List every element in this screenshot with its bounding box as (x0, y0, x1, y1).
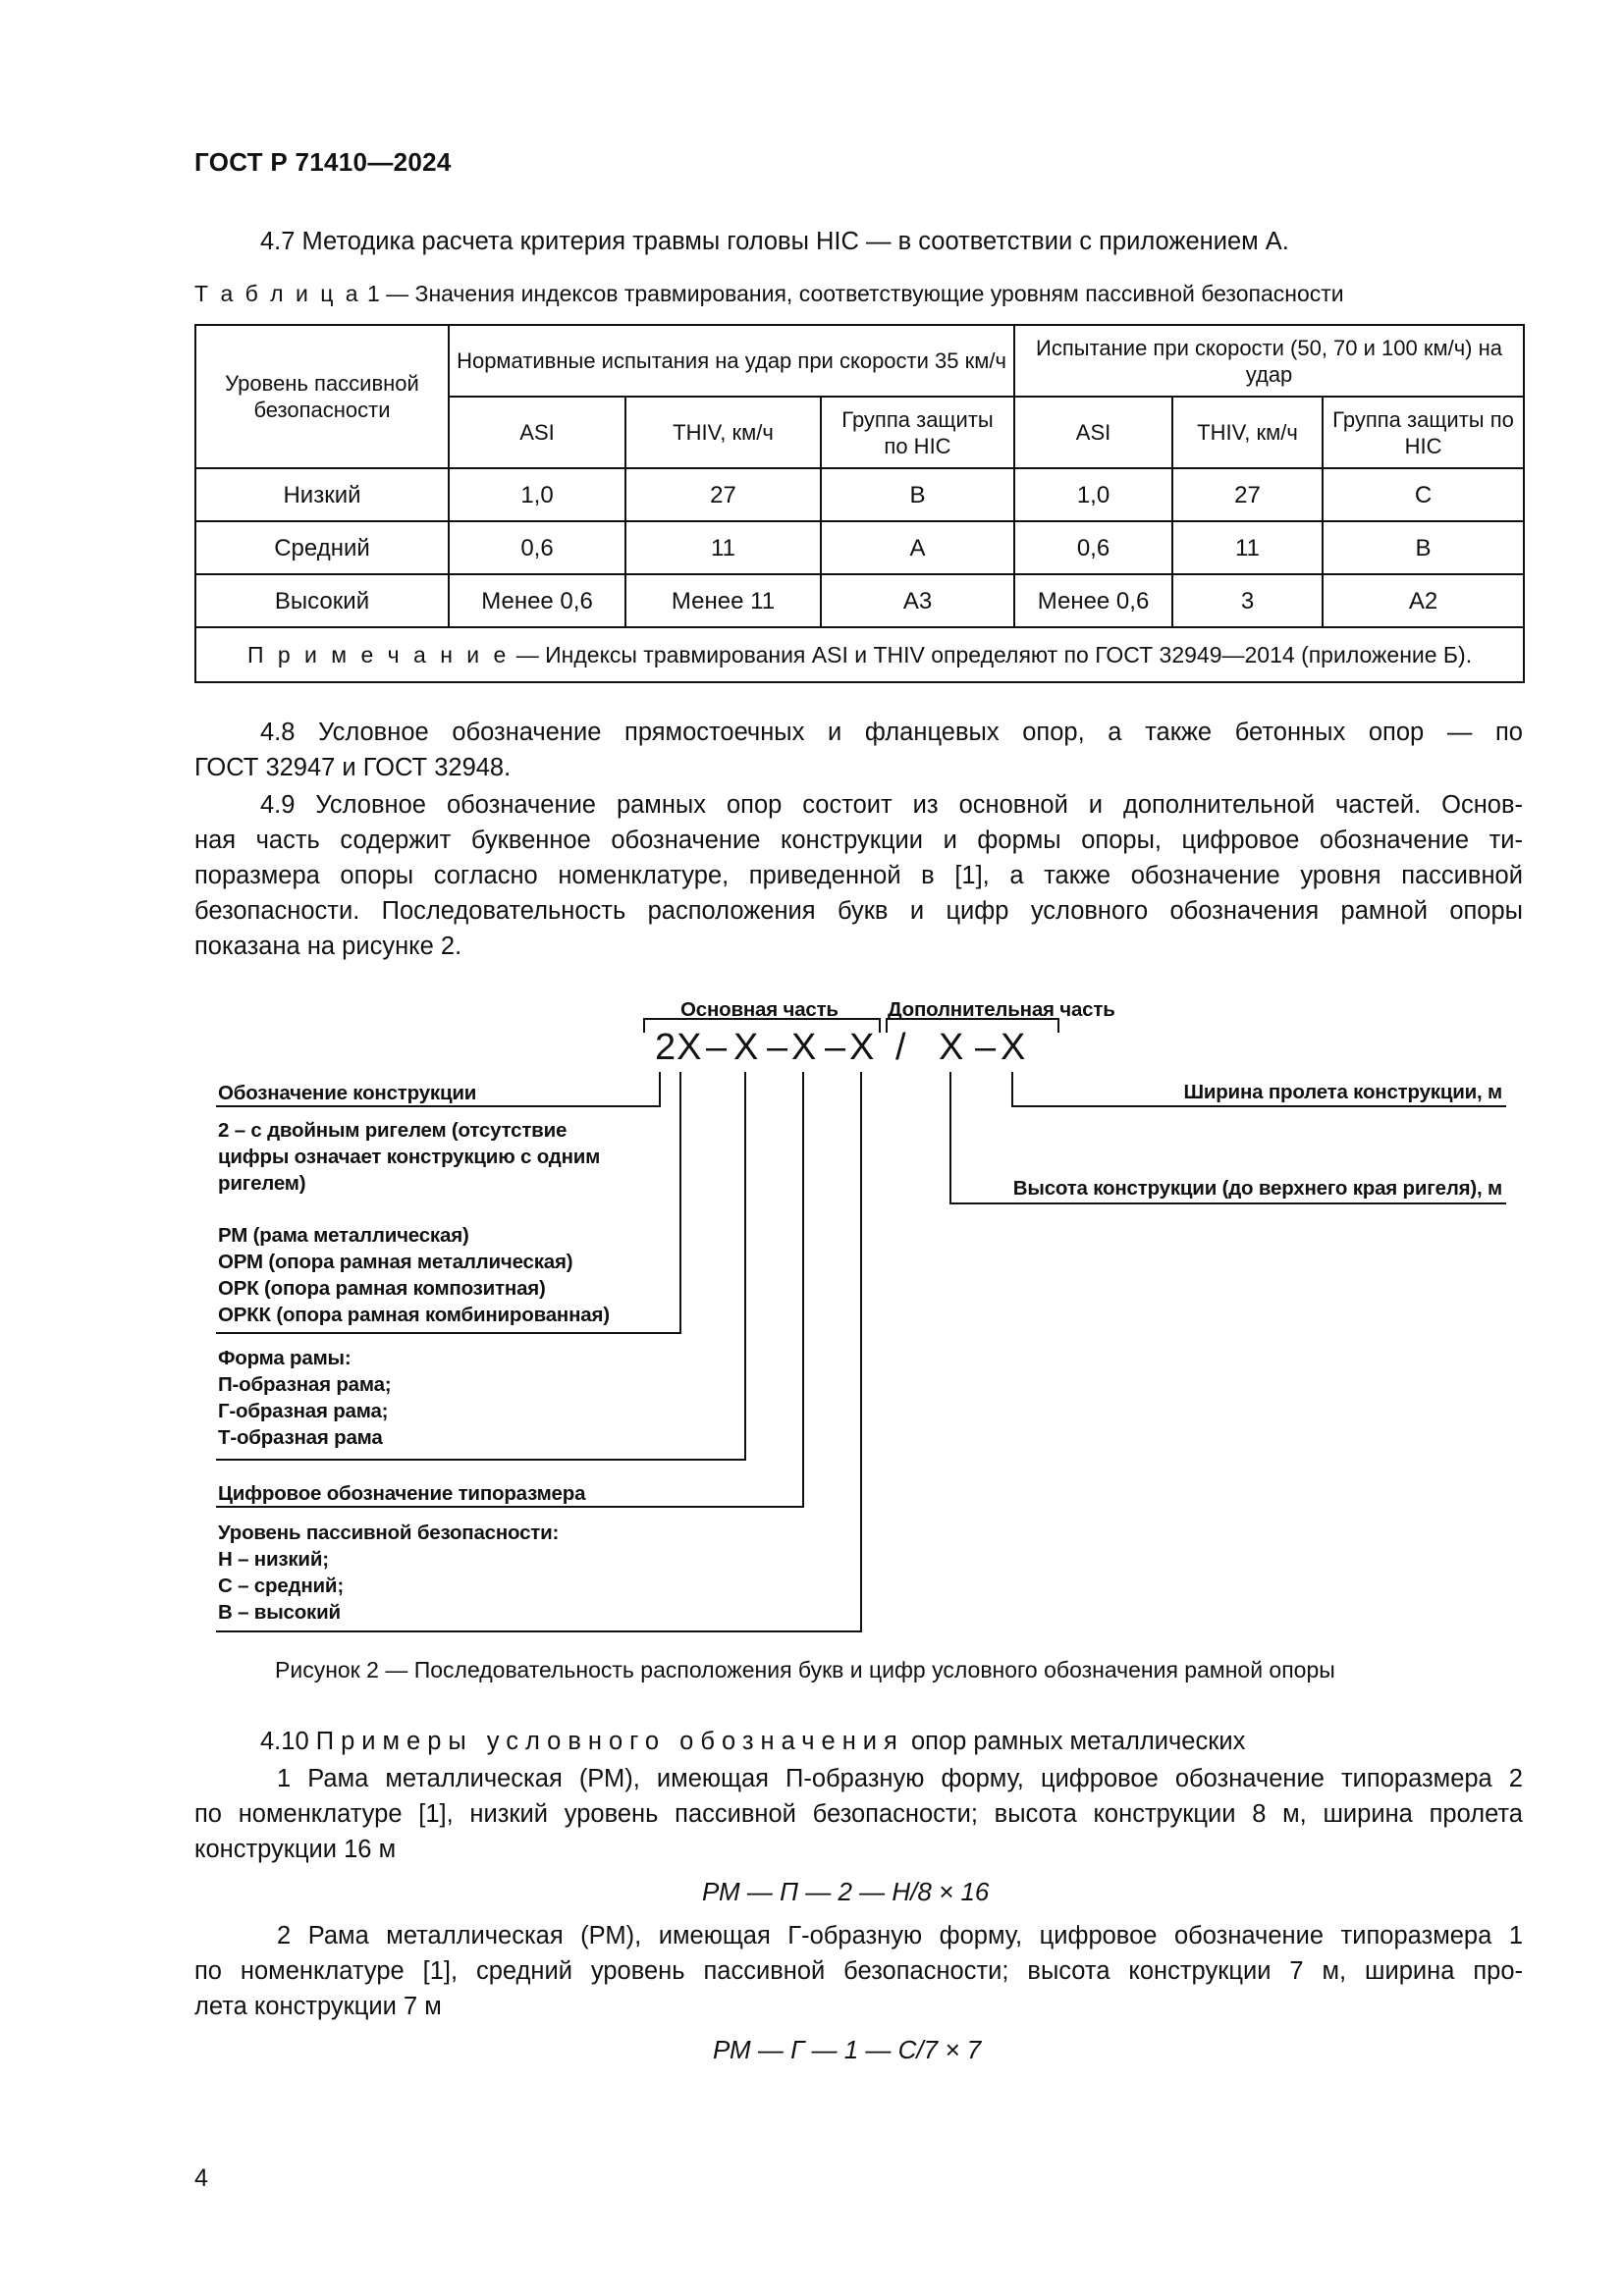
table-cell: 27 (625, 468, 821, 521)
table-cell: 27 (1172, 468, 1323, 521)
table-cell: Низкий (195, 468, 449, 521)
label-line: РМ (рама металлическая) (218, 1224, 469, 1247)
header-group-35: Нормативные испытания на удар при скорости 35 км/ч (449, 325, 1014, 397)
code-dash: – (767, 1027, 789, 1068)
section-number: 4.10 (260, 1728, 309, 1755)
code-x: X (939, 1027, 965, 1068)
label-line: ОРМ (опора рамная металлическая) (218, 1251, 573, 1273)
table-caption-text: 1 — Значения индексов травмирования, соответствующие уровням пассивной безопасности (366, 281, 1344, 306)
figure-caption: Рисунок 2 — Последовательность расположения букв и цифр условного обозначения рамной опоры (275, 1657, 1335, 1682)
label-main-part: Основная часть (680, 998, 839, 1021)
table-cell: B (821, 468, 1014, 521)
code-x: X (849, 1027, 876, 1068)
label-line: ОРК (опора рамная композитная) (218, 1277, 546, 1300)
table-cell: 1,0 (449, 468, 625, 521)
label-line: Г-образная рама; (218, 1400, 389, 1422)
label-line: Т-образная рама (218, 1426, 383, 1449)
example-2-cont (194, 1953, 1523, 2024)
paragraph-line: безопасности. Последовательность расположения букв и цифр условного обозначения рамной опоры (194, 897, 1523, 925)
header-sub: ASI (1014, 397, 1172, 468)
label-double (218, 1117, 600, 1197)
label-line: С – средний; (218, 1575, 344, 1597)
table-cell: Средний (195, 521, 449, 574)
table-caption-label: Т а б л и ц а (194, 281, 361, 306)
code-dash: – (706, 1027, 729, 1068)
paragraph-4-10-title (260, 1724, 1245, 1759)
header-sub: Группа защиты по HIC (1323, 397, 1524, 468)
table-cell: Менее 11 (625, 574, 821, 627)
table-cell: C (1323, 468, 1524, 521)
table-cell: 11 (1172, 521, 1323, 574)
label-safety (218, 1520, 559, 1626)
paragraph-4-7: 4.7 Методика расчета критерия травмы головы HIC — в соответствии с приложением А. (260, 228, 1289, 255)
paragraph-line: по номенклатуре [1], средний уровень пассивной безопасности; высота конструкции 7 м, ширина про- (194, 1957, 1523, 1985)
formula-1: РМ — П — 2 — Н/8 × 16 (702, 1877, 990, 1906)
example-1-cont (194, 1796, 1523, 1867)
code-x: X (791, 1027, 818, 1068)
table-cell: 1,0 (1014, 468, 1172, 521)
label-types (218, 1222, 610, 1328)
label-width: Ширина пролета конструкции, м (1183, 1081, 1502, 1103)
header-sub: ASI (449, 397, 625, 468)
paragraph-line: лета конструкции 7 м (194, 1993, 442, 2020)
code-dash: – (825, 1027, 847, 1068)
paragraph-line: конструкции 16 м (194, 1836, 397, 1863)
label-line: Уровень пассивной безопасности: (218, 1522, 560, 1544)
table-cell: 3 (1172, 574, 1323, 627)
header-sub: Группа защиты по HIC (821, 397, 1014, 468)
table-cell: A2 (1323, 574, 1524, 627)
table-note-label: П р и м е ч а н и е (246, 641, 511, 667)
label-height: Высота конструкции (до верхнего края ригеля), м (1012, 1177, 1502, 1200)
paragraph-line: показана на рисунке 2. (194, 933, 462, 960)
label-line: П-образная рама; (218, 1373, 392, 1396)
label-line: Н – низкий; (218, 1548, 329, 1571)
paragraph-line: ГОСТ 32947 и ГОСТ 32948. (194, 754, 512, 781)
label-line: цифры означает конструкцию с одним (218, 1146, 601, 1168)
section-title-rest: опор рамных металлических (910, 1728, 1246, 1755)
table-note-text: — Индексы травмирования ASI и THIV определяют по ГОСТ 32949—2014 (приложение Б). (515, 641, 1473, 667)
paragraph-line: 1 Рама металлическая (РМ), имеющая П-образную форму, цифровое обозначение типоразмера 2 (277, 1765, 1523, 1792)
table-cell: A3 (821, 574, 1014, 627)
example-2 (277, 1918, 1523, 1953)
table-cell: Высокий (195, 574, 449, 627)
page-number: 4 (194, 2164, 208, 2192)
document-header: ГОСТ Р 71410—2024 (194, 147, 452, 177)
table-cell: Менее 0,6 (449, 574, 625, 627)
paragraph-line: по номенклатуре [1], низкий уровень пассивной безопасности; высота конструкции 8 м, ширина пролета (194, 1800, 1523, 1828)
code-slash: / (895, 1027, 907, 1068)
table-cell: Менее 0,6 (1014, 574, 1172, 627)
paragraph-line: ная часть содержит буквенное обозначение конструкции и формы опоры, цифровое обозначение ти- (194, 827, 1523, 854)
code-2x: 2X (655, 1027, 703, 1068)
paragraph-line: 4.8 Условное обозначение прямостоечных и фланцевых опор, а также бетонных опор — по (260, 719, 1523, 746)
label-line: ОРКК (опора рамная комбинированная) (218, 1304, 610, 1326)
paragraph-line: поразмера опоры согласно номенклатуре, приведенной в [1], а также обозначение уровня пассивной (194, 862, 1523, 889)
table-cell: 0,6 (449, 521, 625, 574)
label-size: Цифровое обозначение типоразмера (218, 1482, 586, 1505)
label-line: Форма рамы: (218, 1347, 352, 1369)
label-extra-part: Дополнительная часть (888, 998, 1115, 1021)
table-cell: 11 (625, 521, 821, 574)
code-dash: – (975, 1027, 998, 1068)
table-cell: 0,6 (1014, 521, 1172, 574)
label-line: В – высокий (218, 1601, 341, 1624)
section-title-spaced: Примеры условного обозначения (315, 1728, 904, 1755)
formula-2: РМ — Г — 1 — С/7 × 7 (713, 2035, 982, 2064)
paragraph-line: 4.9 Условное обозначение рамных опор состоит из основной и дополнительной частей. Основ- (260, 791, 1523, 819)
header-group-high-speed: Испытание при скорости (50, 70 и 100 км/ч) на удар (1014, 325, 1524, 397)
header-sub: THIV, км/ч (1172, 397, 1323, 468)
label-form (218, 1345, 391, 1451)
label-line: ригелем) (218, 1172, 306, 1195)
header-sub: THIV, км/ч (625, 397, 821, 468)
table-cell: B (1323, 521, 1524, 574)
example-1 (277, 1761, 1523, 1796)
code-x: X (1001, 1027, 1027, 1068)
paragraph-line: 2 Рама металлическая (РМ), имеющая Г-образную форму, цифровое обозначение типоразмера 1 (277, 1922, 1523, 1949)
table-cell: A (821, 521, 1014, 574)
label-construction: Обозначение конструкции (218, 1082, 477, 1104)
header-level: Уровень пассивной безопасности (195, 325, 449, 468)
code-x: X (733, 1027, 760, 1068)
label-line: 2 – с двойным ригелем (отсутствие (218, 1119, 568, 1142)
